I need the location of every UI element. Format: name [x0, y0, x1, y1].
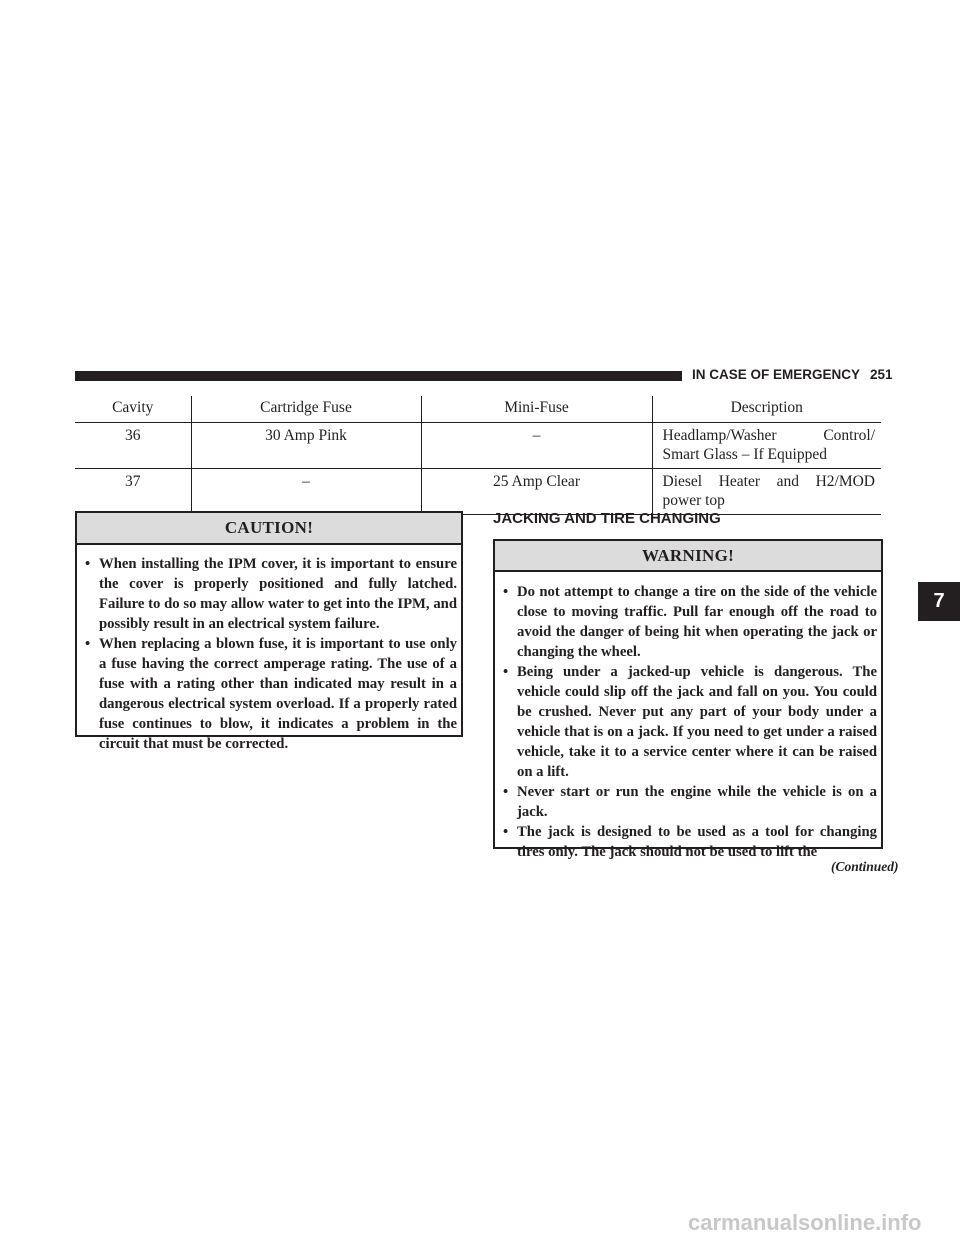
list-item [495, 822, 877, 862]
cell-cartridge-fuse: 30 Amp Pink [191, 423, 421, 469]
header-section-title: IN CASE OF EMERGENCY [692, 367, 861, 382]
bullet-icon: • [503, 664, 509, 680]
warning-title: WARNING! [495, 541, 881, 572]
cell-mini-fuse: – [421, 423, 652, 469]
description-line: power top [662, 492, 725, 509]
list-item-text: When installing the IPM cover, it is important to ensure the cover is properly positioned and fully latched. Failure to do so may allow water to get into the IPM, and possibly result in an electrical system failure. [99, 556, 457, 632]
column-header-cartridge-fuse: Cartridge Fuse [191, 396, 421, 423]
cell-description [652, 469, 881, 515]
cell-mini-fuse: 25 Amp Clear [421, 469, 652, 515]
list-item [77, 554, 457, 634]
list-item [495, 662, 877, 782]
list-item-text: Do not attempt to change a tire on the side of the vehicle close to moving traffic. Pull far enough off the road to avoid the danger of being hit when operating the jack or changing the wheel. [517, 584, 877, 660]
cell-cartridge-fuse: – [191, 469, 421, 515]
list-item-text: When replacing a blown fuse, it is important to use only a fuse having the correct amperage rating. The use of a fuse with a rating other than indicated may result in a dangerous electrical system overload. If a properly rated fuse continues to blow, it indicates a problem in the circuit that must be corrected. [99, 636, 457, 752]
bullet-icon: • [85, 636, 91, 652]
running-header [692, 367, 893, 382]
bullet-icon: • [503, 584, 509, 600]
table-header-row [75, 396, 881, 423]
list-item-text: The jack is designed to be used as a tool for changing tires only. The jack should not be used to lift the [517, 824, 877, 860]
column-header-mini-fuse: Mini-Fuse [421, 396, 652, 423]
column-header-cavity: Cavity [75, 396, 191, 423]
table-row [75, 469, 881, 515]
description-line: Diesel Heater and H2/MOD [662, 473, 875, 490]
list-item [77, 634, 457, 754]
list-item [495, 782, 877, 822]
caution-list [77, 545, 461, 754]
warning-box [493, 539, 883, 860]
list-item [495, 582, 877, 662]
column-header-description: Description [652, 396, 881, 423]
continued-label: (Continued) [831, 859, 899, 874]
description-line: Smart Glass – If Equipped [662, 446, 827, 463]
cell-description [652, 423, 881, 469]
header-rule [75, 371, 682, 381]
section-heading: JACKING AND TIRE CHANGING [493, 510, 721, 527]
bullet-icon: • [503, 824, 509, 840]
bullet-icon: • [85, 556, 91, 572]
watermark: carmanualsonline.info [688, 1210, 922, 1235]
cell-cavity: 36 [75, 423, 191, 469]
list-item-text: Never start or run the engine while the vehicle is on a jack. [517, 784, 877, 820]
caution-box [75, 511, 463, 752]
cell-cavity: 37 [75, 469, 191, 515]
fuse-table [75, 396, 881, 515]
bullet-icon: • [503, 784, 509, 800]
chapter-tab: 7 [918, 582, 960, 621]
list-item-text: Being under a jacked-up vehicle is dangerous. The vehicle could slip off the jack and fall on you. You could be crushed. Never put any part of your body under a vehicle that is on a jack. If you need to get under a raised vehicle, take it to a service center where it can be raised on a lift. [517, 664, 877, 780]
warning-list [495, 572, 881, 862]
table-row [75, 423, 881, 469]
description-line: Headlamp/Washer Control/ [662, 427, 875, 444]
page-number: 251 [870, 367, 893, 382]
caution-title: CAUTION! [77, 513, 461, 545]
